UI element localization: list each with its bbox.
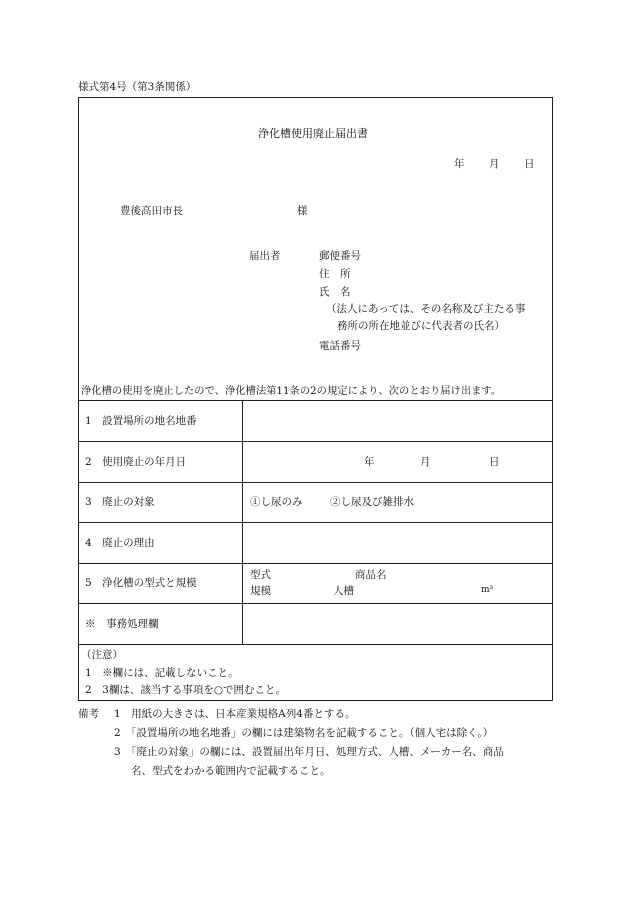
row2-label: 2 使用廃止の年月日 <box>85 456 187 468</box>
row-divider-5 <box>78 603 553 604</box>
row5-scale-label: 規模 <box>250 585 271 597</box>
remark-3-line1: 3 「廃止の対象」の欄には、設置届出年月日、処理方式、人槽、メーカー名、商品 <box>114 746 504 758</box>
form-number: 様式第4号（第3条関係） <box>78 81 197 93</box>
row5-product-label: 商品名 <box>355 569 387 581</box>
row-divider-1 <box>78 441 553 442</box>
row3-option-urine-only: ①し尿のみ <box>250 496 303 508</box>
remark-3-line2: 名、型式をわかる範囲内で記載すること。 <box>131 765 331 777</box>
applicant-phone-label: 電話番号 <box>319 340 361 352</box>
row4-label: 4 廃止の理由 <box>85 537 155 549</box>
date-month-label: 月 <box>489 158 500 170</box>
applicant-note-line2: 務所の所在地並びに代表者の氏名） <box>337 320 505 332</box>
row3-label: 3 廃止の対象 <box>85 496 155 508</box>
statement-text: 浄化槽の使用を廃止したので、浄化槽法第11条の2の規定により、次のとおり届け出ます。 <box>81 385 502 397</box>
form-title: 浄化槽使用廃止届出書 <box>258 127 368 140</box>
row5-type-label: 型式 <box>250 569 271 581</box>
row3-option-urine-and-wastewater: ②し尿及び雑排水 <box>330 496 414 508</box>
row5-volume-unit: m³ <box>481 585 494 595</box>
addressee-name: 豊後高田市長 <box>120 205 183 217</box>
date-year-label: 年 <box>454 158 465 170</box>
row-divider-3 <box>78 522 553 523</box>
row-divider-4 <box>78 563 553 564</box>
table-bottom-border <box>78 644 553 645</box>
note-1: 1 ※欄には、記載しないこと。 <box>85 667 239 679</box>
remark-1: 1 用紙の大きさは、日本産業規格A列4番とする。 <box>114 708 356 720</box>
addressee-honorific: 様 <box>297 205 308 217</box>
row5-label: 5 浄化槽の型式と規模 <box>85 577 197 589</box>
row2-month-label: 月 <box>420 456 431 468</box>
row6-label: ※ 事務処理欄 <box>85 618 159 630</box>
table-column-divider <box>242 400 243 644</box>
note-2: 2 3欄は、該当する事項を○で囲むこと。 <box>85 684 287 696</box>
notes-header: （注意） <box>81 649 123 661</box>
row2-year-label: 年 <box>364 456 375 468</box>
applicant-label: 届出者 <box>249 250 281 262</box>
table-top-border <box>78 400 553 401</box>
row5-capacity-unit: 人槽 <box>333 585 354 597</box>
remark-2: 2 「設置場所の地名地番」の欄には建築物名を記載すること。（個人宅は除く。） <box>114 727 494 739</box>
row1-label: 1 設置場所の地名地番 <box>85 415 197 427</box>
row2-day-label: 日 <box>489 456 500 468</box>
applicant-address-label: 住 所 <box>319 268 351 280</box>
form-frame <box>78 97 553 701</box>
remarks-label: 備考 <box>78 708 99 720</box>
row-divider-2 <box>78 482 553 483</box>
applicant-postal-label: 郵便番号 <box>319 250 361 262</box>
date-day-label: 日 <box>524 158 535 170</box>
applicant-note-line1: （法人にあっては、その名称及び主たる事 <box>326 303 526 315</box>
applicant-name-label: 氏 名 <box>319 286 351 298</box>
